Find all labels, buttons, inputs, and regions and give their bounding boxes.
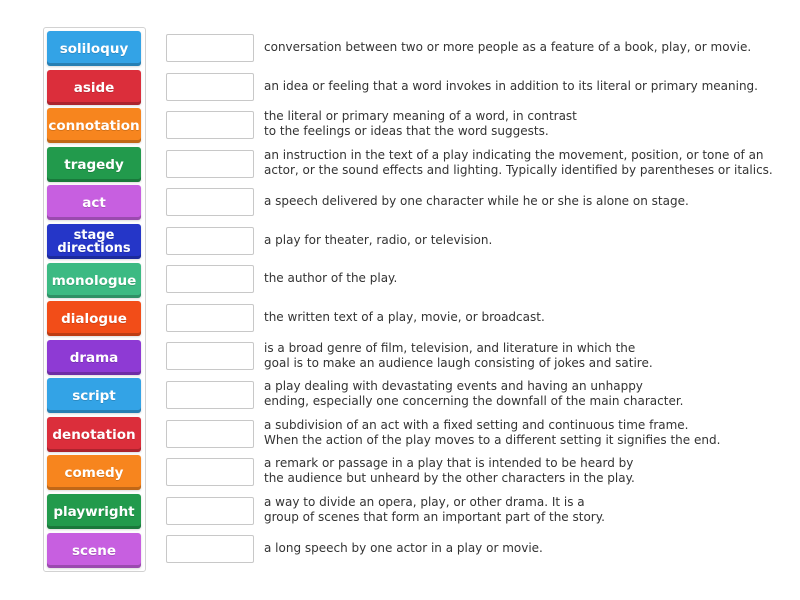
- definition-text: a speech delivered by one character while he or she is alone on stage.: [264, 193, 689, 208]
- answer-slot[interactable]: [166, 188, 254, 216]
- answer-slot[interactable]: [166, 150, 254, 178]
- definition-row: [264, 531, 784, 565]
- tile-aside[interactable]: aside: [47, 70, 141, 105]
- definition-row: [264, 223, 784, 257]
- definition-row: [264, 261, 784, 295]
- tile-script[interactable]: script: [47, 378, 141, 413]
- answer-slot[interactable]: [166, 342, 254, 370]
- answer-slot[interactable]: [166, 304, 254, 332]
- tile-monologue[interactable]: monologue: [47, 263, 141, 298]
- definition-text: a way to divide an opera, play, or other drama. It is a group of scenes that form an important part of the story.: [264, 495, 605, 524]
- definition-row: [264, 30, 784, 64]
- definition-text: a play dealing with devastating events and having an unhappy ending, especially one concerning the downfall of the main character.: [264, 379, 684, 408]
- answer-slot[interactable]: [166, 227, 254, 255]
- tile-stage-directions[interactable]: stage directions: [47, 224, 141, 259]
- answer-slot[interactable]: [166, 34, 254, 62]
- definition-row: [264, 454, 784, 488]
- tile-scene[interactable]: scene: [47, 533, 141, 568]
- definition-text: a subdivision of an act with a fixed setting and continuous time frame. When the action of the play moves to a different setting it signifies the end.: [264, 418, 721, 447]
- definition-row: [264, 107, 784, 141]
- tile-drama[interactable]: drama: [47, 340, 141, 375]
- definition-row: [264, 339, 784, 373]
- answer-slot[interactable]: [166, 111, 254, 139]
- definition-text: a long speech by one actor in a play or movie.: [264, 540, 543, 555]
- tile-act[interactable]: act: [47, 185, 141, 220]
- definition-row: [264, 377, 784, 411]
- answer-slot[interactable]: [166, 265, 254, 293]
- definition-text: a play for theater, radio, or television.: [264, 232, 493, 247]
- definition-text: conversation between two or more people as a feature of a book, play, or movie.: [264, 39, 752, 54]
- tile-soliloquy[interactable]: soliloquy: [47, 31, 141, 66]
- definition-row: [264, 300, 784, 334]
- definition-text: the literal or primary meaning of a word, in contrast to the feelings or ideas that the word suggests.: [264, 109, 577, 138]
- answer-slot[interactable]: [166, 535, 254, 563]
- definition-row: [264, 416, 784, 450]
- tile-denotation[interactable]: denotation: [47, 417, 141, 452]
- answer-slot[interactable]: [166, 458, 254, 486]
- answer-slot[interactable]: [166, 420, 254, 448]
- tile-connotation[interactable]: connotation: [47, 108, 141, 143]
- tile-playwright[interactable]: playwright: [47, 494, 141, 529]
- answer-slot[interactable]: [166, 497, 254, 525]
- definition-text: a remark or passage in a play that is intended to be heard by the audience but unheard by the other characters in the play.: [264, 456, 635, 485]
- definition-row: [264, 69, 784, 103]
- tile-dialogue[interactable]: dialogue: [47, 301, 141, 336]
- tile-tragedy[interactable]: tragedy: [47, 147, 141, 182]
- tile-comedy[interactable]: comedy: [47, 455, 141, 490]
- answer-slot[interactable]: [166, 381, 254, 409]
- definition-text: the written text of a play, movie, or broadcast.: [264, 309, 545, 324]
- definition-text: is a broad genre of film, television, and literature in which the goal is to make an audience laugh consisting of jokes and satire.: [264, 341, 653, 370]
- definition-row: [264, 146, 784, 180]
- definition-row: [264, 184, 784, 218]
- definition-text: an idea or feeling that a word invokes in addition to its literal or primary meaning.: [264, 78, 758, 93]
- definition-row: [264, 493, 784, 527]
- definition-text: the author of the play.: [264, 270, 398, 285]
- answer-slot[interactable]: [166, 73, 254, 101]
- definition-text: an instruction in the text of a play indicating the movement, position, or tone of an actor, or the sound effects and lighting. Typically identified by parentheses or italics.: [264, 148, 773, 177]
